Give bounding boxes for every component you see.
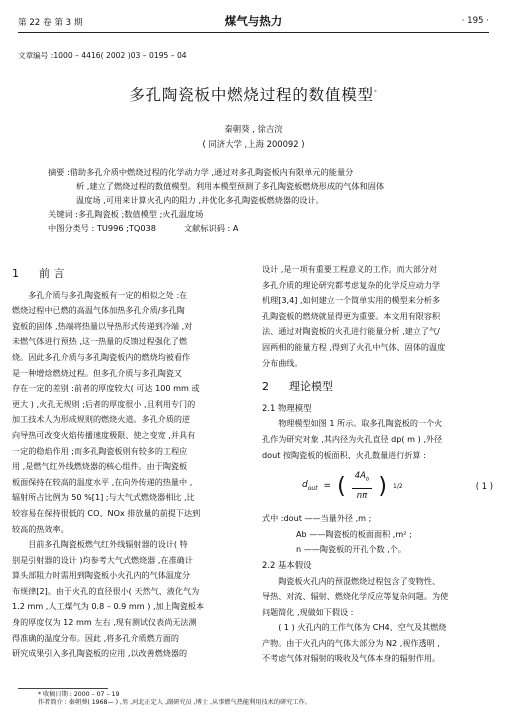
body-line: dout 按陶瓷板的板面积、火孔数量进行折算 : [262, 449, 426, 460]
section-title: 理论模型 [289, 380, 333, 394]
received-date: * 收稿日期 : 2000 – 07 – 19 [38, 691, 120, 698]
footnote-divider [18, 688, 108, 689]
affiliation: ( 同济大学 ,上海 200092 ) [202, 139, 305, 149]
equation-body [302, 469, 403, 505]
body-line: 用 ,是燃气红外线燃烧器的核心组件。由于陶瓷板 [12, 461, 188, 472]
body-line: 较容易在保持很低的 CO、NOx 排放量的前提下达到 [12, 507, 201, 518]
fraction [352, 469, 373, 505]
body-line: 得准确的温度分布。因此 ,将多孔介质燃方面的 [12, 632, 180, 643]
body-line: 产物。由于火孔内的气体大部分为 N2 ,视作透明 , [262, 637, 440, 648]
body-line: 板面保持在较高的温度水平 ,在向外传递的热量中 , [12, 476, 193, 487]
body-line: 问题简化 ,现做如下假设 : [262, 606, 354, 617]
body-line: 不考虑气体对辐射的吸收及气体本身的辐射作用。 [262, 653, 441, 664]
body-line: 孔陶瓷板的燃烧就显得更为重要。本文用有限容积 [262, 310, 441, 321]
abstract-block [48, 165, 462, 235]
body-line: 研究成果引入多孔陶瓷板的应用 ,以改善燃烧器的 [12, 648, 188, 659]
body-line: 设计 ,是一项有重要工程意义的工作。而大部分对 [262, 264, 438, 274]
equals-sign: = [323, 481, 332, 492]
subsection-heading: 2.1 物理模型 [262, 402, 312, 413]
body-line: 孔作为研究对象 ,其内径为火孔直径 dp( m ) ,外径 [262, 433, 443, 444]
author-bio: 作者简介 : 秦朝葵( 1968— ) ,男 ,河北正定人 ,副研究员 ,博士 ,从事燃气热能利用技术的研究工作。 [38, 699, 311, 706]
equation-lhs-subscript: out [307, 484, 318, 492]
body-line: 陶瓷板火孔内的预混燃烧过程包含了变物性、 [278, 575, 441, 586]
numerator-text: 4A [354, 471, 366, 482]
equation-1 [262, 465, 497, 509]
equation-number: ( 1 ) [475, 481, 493, 492]
body-line: ( 1 ) 火孔内的工作气体为 CH4、空气及其燃烧 [278, 622, 447, 633]
journal-name: 煤气与热力 [224, 14, 283, 28]
fraction-numerator [352, 469, 373, 489]
body-line: 辐射所占比例为 50 %[1] ;与大气式燃烧器相比 ,比 [12, 492, 195, 503]
left-paren: ( [337, 474, 346, 500]
body-line: 机理[3,4] ,如何建立一个简单实用的模型来分析多 [262, 295, 441, 306]
keywords: 关键词 :多孔陶瓷板 ;数值模型 ;火孔温度场 [48, 209, 204, 219]
right-paren: ) [378, 474, 388, 500]
body-line: 较高的热效率。 [12, 523, 69, 534]
body-line: 布规律[2]。由于火孔的直径很小( 天然气、液化气为 [12, 585, 200, 596]
authors: 秦朝葵 , 徐吉浣 [224, 124, 283, 134]
body-line: 是一种增焓燃烧过程。但多孔介质与多孔陶瓷又 [12, 367, 182, 378]
definition-line: Ab ——陶瓷板的板面面积 ,m² ; [296, 528, 412, 539]
body-line: 存在一定的差别 :前者的厚度较大( 可达 100 mm 或 [12, 383, 200, 394]
exponent: 1/2 [393, 483, 403, 491]
body-line: 法、通过对陶瓷板的火孔进行能量分析 ,建立了气/ [262, 326, 440, 337]
body-line: 一定的稳焰作用 ;而多孔陶瓷板则有较多的工程应 [12, 445, 188, 456]
journal-volume-issue: 第 22 卷 第 3 期 [18, 18, 83, 28]
section-number: 2 [262, 380, 269, 394]
numerator-subscript: b [365, 476, 370, 483]
body-line: 分布曲线。 [262, 357, 303, 368]
definition-line: n ——陶瓷板的开孔个数 ,个。 [296, 544, 406, 555]
equation-lhs [302, 478, 318, 496]
body-line: 算头部阻力时需用到陶瓷板小火孔内的气体温度分 [12, 570, 191, 581]
body-line: 多孔介质的理论研究都考虑复杂的化学反应动力学 [262, 279, 441, 290]
footnote [38, 691, 311, 707]
document-code: 文献标识码 : A [183, 223, 239, 233]
body-line: 导热、对流、辐射、燃烧化学反应等复杂问题。为使 [262, 591, 449, 602]
body-line: 向导热可改变火焰传播速度极限、使之变宽 ,并具有 [12, 429, 196, 440]
body-line: 燃烧过程中已燃的高温气体加热多孔介质/多孔陶 [12, 305, 185, 316]
paper-title [0, 83, 507, 105]
running-header [18, 10, 489, 33]
classification-row [48, 221, 462, 235]
abstract-line: 析 ,建立了燃烧过程的数值模型。利用本模型预测了多孔陶瓷板燃烧形成的气体和固体 [76, 181, 385, 191]
body-line: 1.2 mm ,人工煤气为 0.8 – 0.9 mm ) ,加上陶瓷板本 [12, 601, 205, 612]
paper-title-text: 多孔陶瓷板中燃烧过程的数值模型 [129, 86, 374, 104]
section-title: 前 言 [39, 267, 65, 280]
body-line: 身的厚度仅为 12 mm 左右 ,现有测试仪表尚无法测 [12, 617, 197, 628]
body-line: 烧。因此多孔介质与多孔陶瓷板内的燃烧均被看作 [12, 351, 191, 362]
body-line: 目前多孔陶瓷板燃气红外线辐射器的设计( 特 [28, 539, 188, 550]
equation-lhs-symbol: d [302, 479, 308, 490]
page-number: · 195 · [461, 16, 489, 26]
body-line: 多孔介质与多孔陶瓷板有一定的相似之处 :在 [28, 289, 188, 300]
body-line: 瓷板的固体 ,热端将热量以导热形式传递到冷端 ,对 [12, 320, 193, 331]
abstract-line: 摘要 :借助多孔介质中燃烧过程的化学动力学 ,通过对多孔陶瓷板内有限单元的能量分 [48, 167, 354, 177]
symbol-definitions [262, 511, 497, 558]
abstract-line: 温度场 ,可用来计算火孔内的阻力 ,并优化多孔陶瓷板燃烧器的设计。 [76, 195, 324, 205]
clc-number: 中图分类号 : TU996 ;TQ038 [48, 223, 156, 233]
section-number: 1 [12, 267, 19, 280]
body-line: 更大 ) ,火孔无规则 ;后者的厚度很小 ,且利用专门的 [12, 398, 196, 409]
body-line: 别是引射器的设计 )均参考大气式燃烧器 ,在准确计 [12, 554, 193, 565]
definition-line: 式中 :dout ——当量外径 ,m ; [262, 513, 372, 524]
fraction-denominator: nπ [356, 491, 368, 502]
section-heading [262, 379, 497, 395]
body-line: 固两相的能量方程 ,得到了火孔中气体、固体的温度 [262, 341, 446, 352]
subsection-heading: 2.2 基本假设 [262, 559, 312, 570]
body-line: 加工技术人为形成规则的燃烧火道。多孔介质的逆 [12, 414, 191, 425]
body-line: 未燃气体进行预热 ,这一热量的反馈过程强化了燃 [12, 336, 188, 347]
article-number: 文章编号 :1000 – 4416( 2002 )03 – 0195 – 04 [18, 51, 187, 60]
section-heading [12, 266, 247, 282]
right-column [262, 262, 497, 667]
body-line: 物理模型如图 1 所示。取多孔陶瓷板的一个火 [278, 418, 443, 429]
title-footnote-mark: * [373, 88, 378, 96]
left-column [12, 262, 247, 662]
